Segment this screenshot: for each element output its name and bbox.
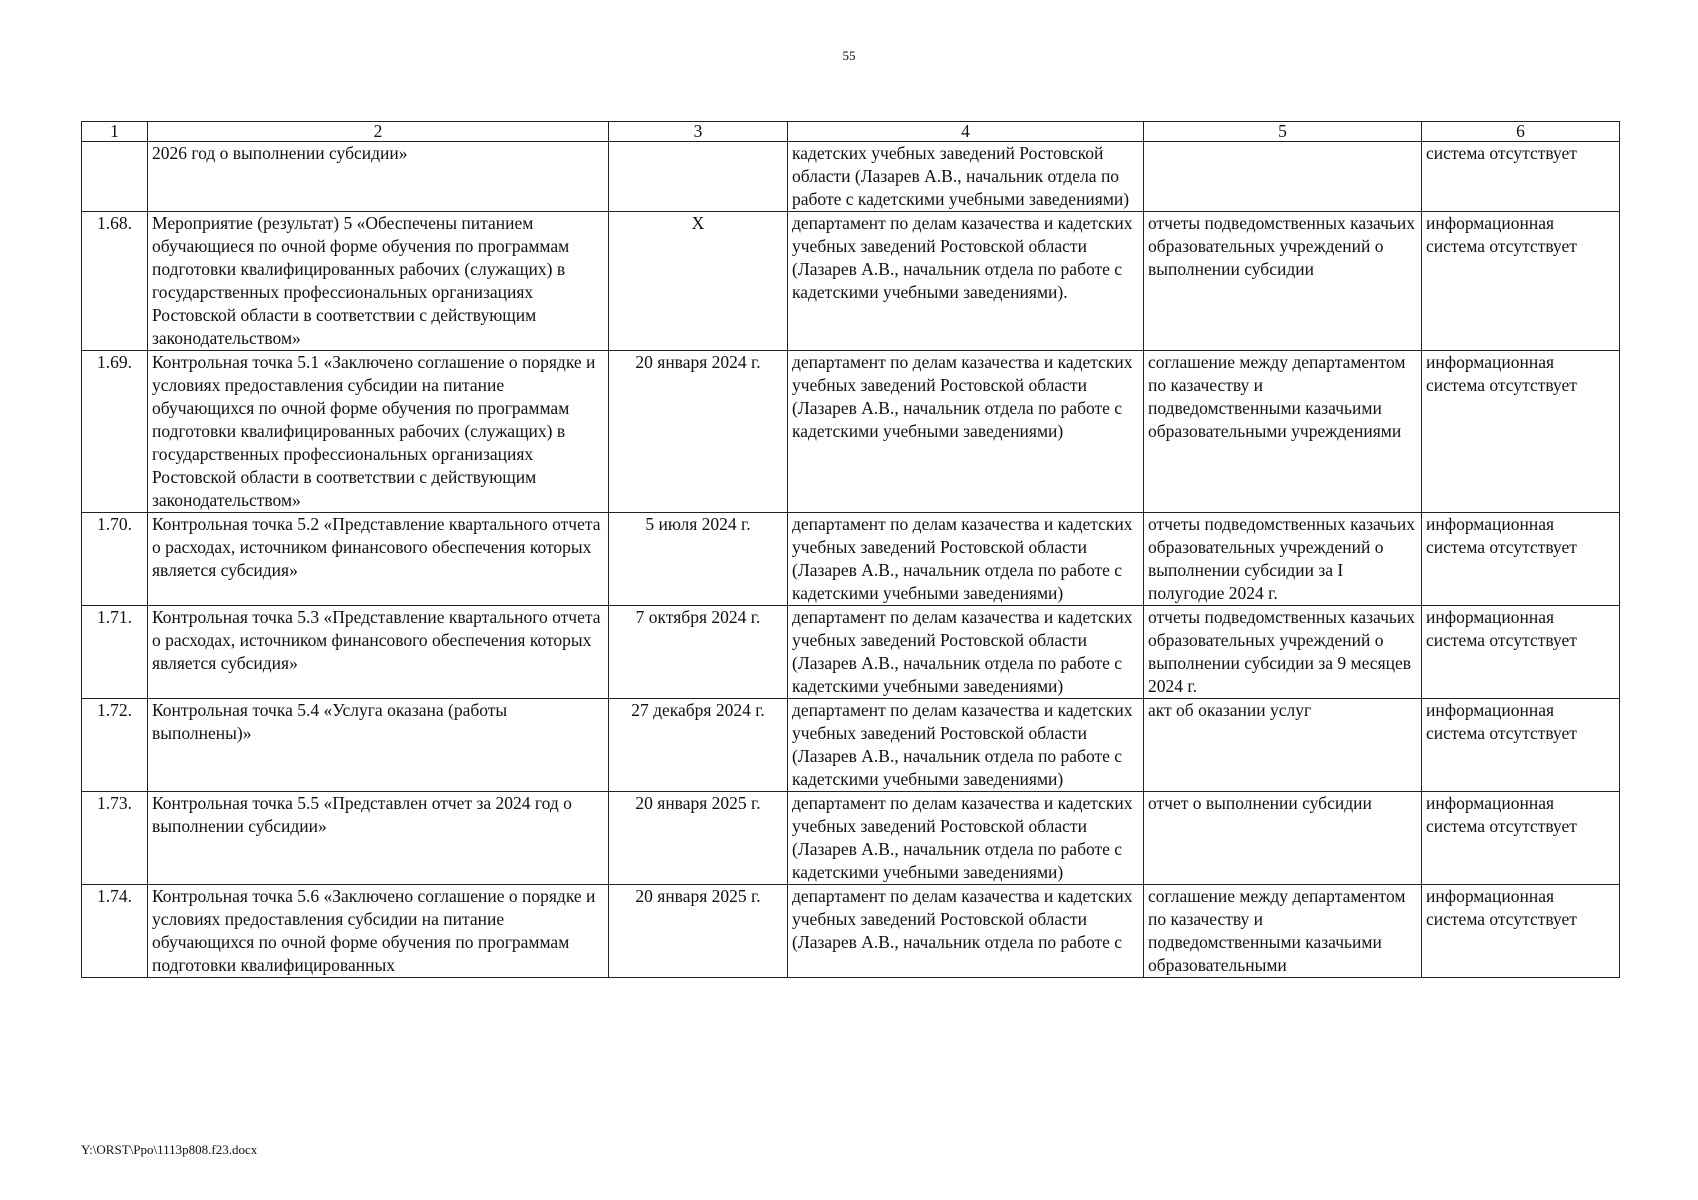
event-name: Контрольная точка 5.6 «Заключено соглашение о порядке и условиях предоставления субсидии на питание обучающихся по очной форме обучения по программам подготовки квалифицированных <box>148 885 609 978</box>
row-number: 1.70. <box>82 513 148 606</box>
result-document: отчет о выполнении субсидии <box>1144 792 1422 885</box>
result-document: соглашение между департаментом по казачеству и подведомственными казачьими образовательными <box>1144 885 1422 978</box>
page-number: 55 <box>842 48 856 63</box>
result-document: акт об оказании услуг <box>1144 699 1422 792</box>
table-header-row <box>82 122 1620 142</box>
responsible-executor: департамент по делам казачества и кадетских учебных заведений Ростовской области (Лазарев А.В., начальник отдела по работе с кадетскими учебными заведениями). <box>788 212 1144 351</box>
result-document: отчеты подведомственных казачьих образовательных учреждений о выполнении субсидии за 9 месяцев 2024 г. <box>1144 606 1422 699</box>
information-system: информационная система отсутствует <box>1422 606 1620 699</box>
row-number: 1.74. <box>82 885 148 978</box>
responsible-executor: департамент по делам казачества и кадетских учебных заведений Ростовской области (Лазарев А.В., начальник отдела по работе с <box>788 885 1144 978</box>
result-document: соглашение между департаментом по казачеству и подведомственными казачьими образовательными учреждениями <box>1144 351 1422 513</box>
responsible-executor: департамент по делам казачества и кадетских учебных заведений Ростовской области (Лазарев А.В., начальник отдела по работе с кадетскими учебными заведениями) <box>788 606 1144 699</box>
column-header: 3 <box>609 122 788 142</box>
information-system: информационная система отсутствует <box>1422 885 1620 978</box>
information-system: информационная система отсутствует <box>1422 513 1620 606</box>
information-system: информационная система отсутствует <box>1422 699 1620 792</box>
deadline-date: Х <box>609 212 788 351</box>
deadline-date: 7 октября 2024 г. <box>609 606 788 699</box>
table-row <box>82 513 1620 606</box>
deadline-date: 20 января 2025 г. <box>609 792 788 885</box>
result-document: отчеты подведомственных казачьих образовательных учреждений о выполнении субсидии за I полугодие 2024 г. <box>1144 513 1422 606</box>
column-header: 2 <box>148 122 609 142</box>
column-header: 6 <box>1422 122 1620 142</box>
row-number <box>82 142 148 212</box>
information-system: информационная система отсутствует <box>1422 351 1620 513</box>
table-row <box>82 351 1620 513</box>
information-system: информационная система отсутствует <box>1422 212 1620 351</box>
deadline-date: 20 января 2025 г. <box>609 885 788 978</box>
table-row <box>82 606 1620 699</box>
event-name: Мероприятие (результат) 5 «Обеспечены питанием обучающиеся по очной форме обучения по программам подготовки квалифицированных рабочих (служащих) в государственных профессиональных организациях Ростовской области в соответствии с действующим законодательством» <box>148 212 609 351</box>
information-system: информационная система отсутствует <box>1422 792 1620 885</box>
event-name: Контрольная точка 5.5 «Представлен отчет за 2024 год о выполнении субсидии» <box>148 792 609 885</box>
responsible-executor: департамент по делам казачества и кадетских учебных заведений Ростовской области (Лазарев А.В., начальник отдела по работе с кадетскими учебными заведениями) <box>788 792 1144 885</box>
table-row <box>82 885 1620 978</box>
table-row <box>82 212 1620 351</box>
row-number: 1.71. <box>82 606 148 699</box>
row-number: 1.69. <box>82 351 148 513</box>
responsible-executor: департамент по делам казачества и кадетских учебных заведений Ростовской области (Лазарев А.В., начальник отдела по работе с кадетскими учебными заведениями) <box>788 699 1144 792</box>
row-number: 1.68. <box>82 212 148 351</box>
column-header: 4 <box>788 122 1144 142</box>
responsible-executor: кадетских учебных заведений Ростовской области (Лазарев А.В., начальник отдела по работе с кадетскими учебными заведениями) <box>788 142 1144 212</box>
responsible-executor: департамент по делам казачества и кадетских учебных заведений Ростовской области (Лазарев А.В., начальник отдела по работе с кадетскими учебными заведениями) <box>788 513 1144 606</box>
table-row <box>82 142 1620 212</box>
column-header: 5 <box>1144 122 1422 142</box>
document-table <box>81 121 1620 978</box>
file-path-footer: Y:\ORST\Ppo\1113p808.f23.docx <box>81 1142 258 1157</box>
result-document: отчеты подведомственных казачьих образовательных учреждений о выполнении субсидии <box>1144 212 1422 351</box>
event-name: Контрольная точка 5.4 «Услуга оказана (работы выполнены)» <box>148 699 609 792</box>
event-name: Контрольная точка 5.3 «Представление квартального отчета о расходах, источником финансового обеспечения которых является субсидия» <box>148 606 609 699</box>
event-name: 2026 год о выполнении субсидии» <box>148 142 609 212</box>
table-row <box>82 699 1620 792</box>
event-name: Контрольная точка 5.1 «Заключено соглашение о порядке и условиях предоставления субсидии на питание обучающихся по очной форме обучения по программам подготовки квалифицированных рабочих (служащих) в государственных профессиональных организациях Ростовской области в соответствии с действующим законодательством» <box>148 351 609 513</box>
deadline-date: 27 декабря 2024 г. <box>609 699 788 792</box>
row-number: 1.73. <box>82 792 148 885</box>
event-name: Контрольная точка 5.2 «Представление квартального отчета о расходах, источником финансового обеспечения которых является субсидия» <box>148 513 609 606</box>
result-document <box>1144 142 1422 212</box>
row-number: 1.72. <box>82 699 148 792</box>
deadline-date: 20 января 2024 г. <box>609 351 788 513</box>
deadline-date: 5 июля 2024 г. <box>609 513 788 606</box>
table-row <box>82 792 1620 885</box>
column-header: 1 <box>82 122 148 142</box>
information-system: система отсутствует <box>1422 142 1620 212</box>
responsible-executor: департамент по делам казачества и кадетских учебных заведений Ростовской области (Лазарев А.В., начальник отдела по работе с кадетскими учебными заведениями) <box>788 351 1144 513</box>
deadline-date <box>609 142 788 212</box>
